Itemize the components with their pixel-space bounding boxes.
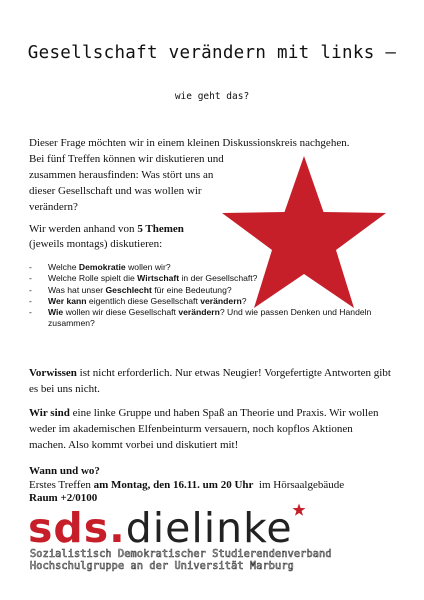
topic-keyword: Wie <box>48 307 64 318</box>
topic-keyword: Demokratie <box>78 262 126 272</box>
topic-keyword: Wirtschaft <box>137 273 180 284</box>
topic-text: ? Und wie passen Denken und Handeln zusammen? <box>48 307 372 329</box>
bullet-dash: - <box>29 284 32 295</box>
bullet-dash: - <box>29 273 32 284</box>
themen-pre: Wir werden anhand von <box>29 223 138 235</box>
wann-room: Raum +2/0100 <box>29 492 98 505</box>
topic-text: wollen wir? <box>125 262 171 272</box>
topic-text: Welche <box>48 262 79 272</box>
topic-keyword: Wer kann <box>48 295 87 306</box>
vorwissen-text: ist nicht erforderlich. Nur etwas Neugier! Vorgefertigte Antworten gibt es bei uns nicht. <box>29 367 391 395</box>
sds-logo <box>28 506 398 594</box>
page-title: Gesellschaft verändern mit links – <box>27 43 397 63</box>
wirsind-paragraph <box>29 405 391 453</box>
wann-location: im Hörsaalgebäude <box>253 478 345 491</box>
wann-heading: Wann und wo? <box>29 465 100 477</box>
bullet-dash: - <box>29 295 32 306</box>
logo-wordmark <box>28 506 293 550</box>
topic-text: wollen wir diese Gesellschaft <box>63 307 179 318</box>
wann-text: Erstes Treffen <box>29 478 94 491</box>
topic-keyword: Geschlecht <box>105 284 152 295</box>
vorwissen-paragraph <box>29 365 391 397</box>
logo-tagline-2: Hochschulgruppe an der Universität Marburg <box>30 561 294 572</box>
wann-paragraph <box>29 465 399 506</box>
logo-dielinke: dielinke <box>125 504 293 552</box>
topic-text: in der Gesellschaft? <box>179 273 258 284</box>
bullet-dash: - <box>29 262 32 272</box>
vorwissen-label: Vorwissen <box>29 367 77 379</box>
intro-line1: Dieser Frage möchten wir in einem kleinen Diskussionskreis nachgehen. <box>29 137 350 149</box>
logo-tagline-1: Sozialistisch Demokratischer Studierendenverband <box>30 549 332 560</box>
topic-text: Was hat unser <box>48 284 106 295</box>
intro-text: Bei fünf Treffen können wir diskutieren und zusammen herausfinden: Was stört uns an dieser Gesellschaft und was wollen wir verändern? <box>29 153 224 213</box>
star-shape <box>222 156 386 308</box>
topic-text: ? <box>241 295 247 306</box>
logo-sds: sds <box>28 504 110 552</box>
topic-text: Welche Rolle spielt die <box>48 273 138 284</box>
themen-count: 5 Themen <box>137 223 184 235</box>
topic-text: eigentlich diese Gesellschaft <box>86 295 201 306</box>
wirsind-label: Wir sind <box>29 407 70 419</box>
wann-date: am Montag, den 16.11. um 20 Uhr <box>93 478 254 491</box>
logo-star-icon <box>292 503 306 517</box>
topic-text: für eine Bedeutung? <box>151 284 232 295</box>
logo-dot: . <box>109 504 126 552</box>
red-star-icon <box>220 152 388 312</box>
topic-keyword: verändern <box>200 295 242 306</box>
wirsind-text: eine linke Gruppe und haben Spaß an Theorie und Praxis. Wir wollen weder im akademischen Elfenbeinturm versauern, noch kopflos Aktionen machen. Also kommt vorbei und diskutiert mit! <box>29 407 379 451</box>
bullet-dash: - <box>29 307 32 318</box>
topic-keyword: verändern <box>178 307 220 318</box>
themen-post: (jeweils montags) diskutieren: <box>29 238 163 250</box>
page-subtitle: wie geht das? <box>174 91 250 102</box>
